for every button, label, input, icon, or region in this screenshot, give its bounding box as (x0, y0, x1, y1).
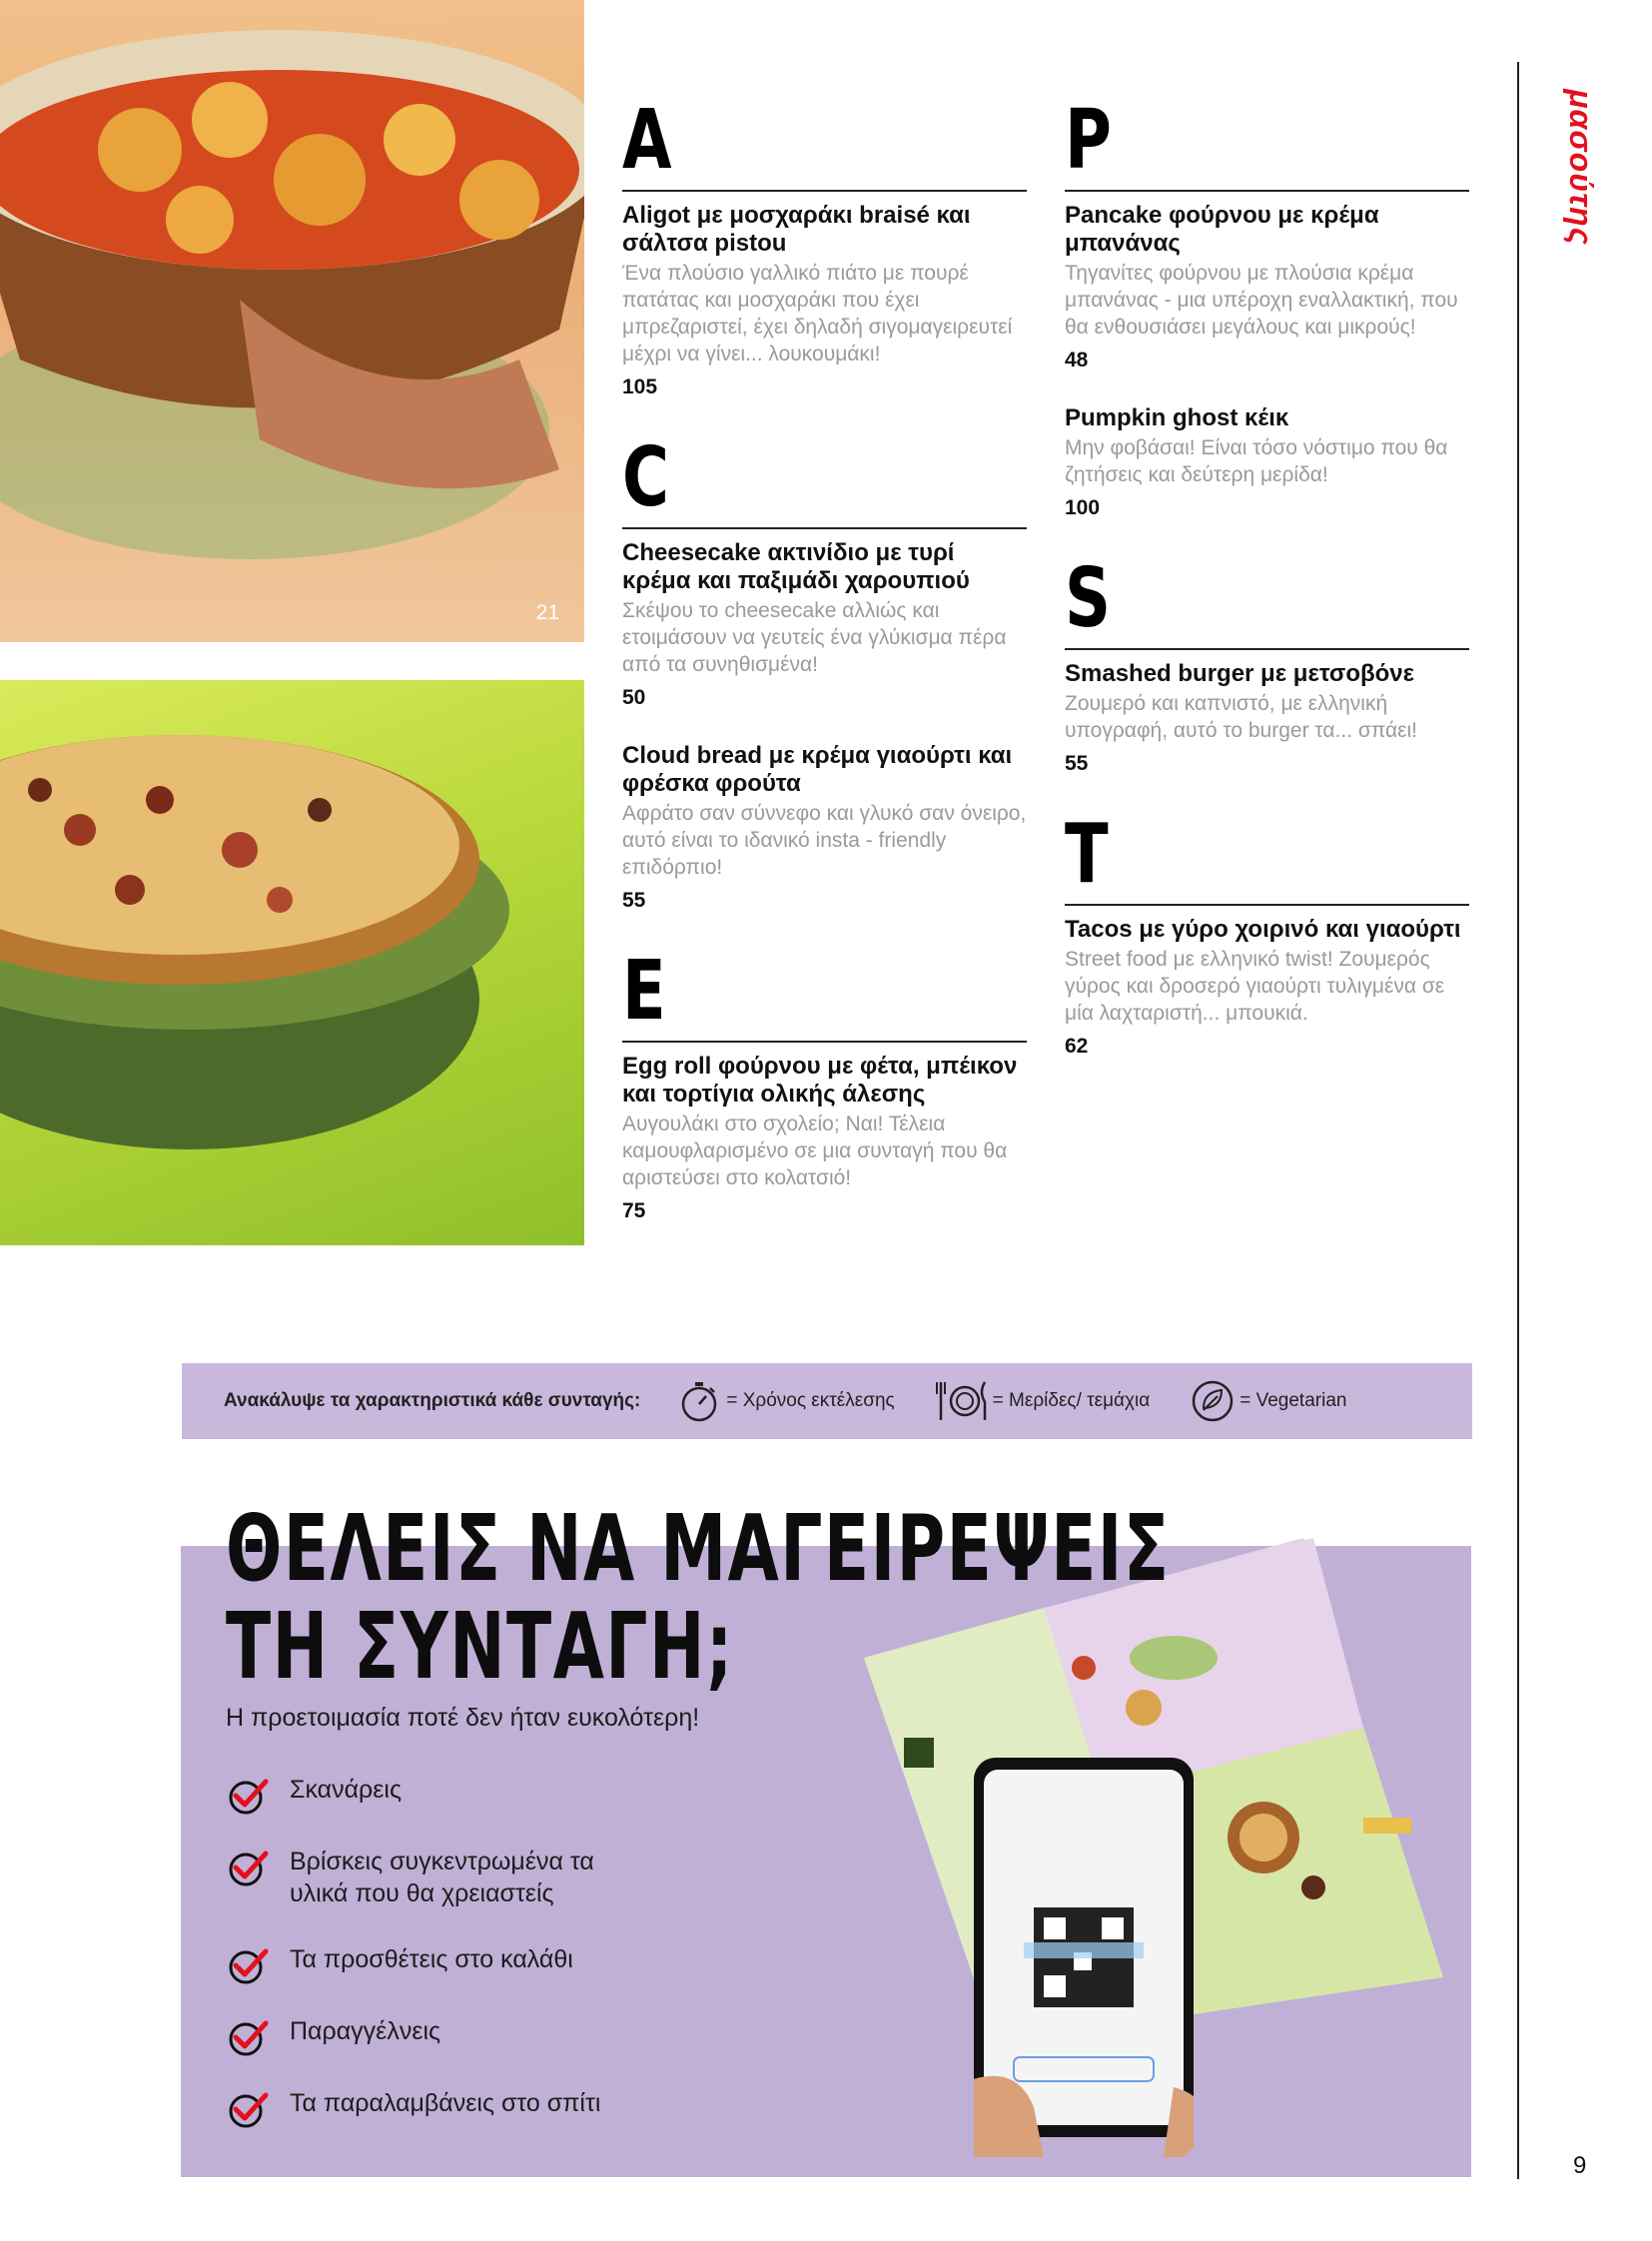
legend-lead-text: Ανακάλυψε τα χαρακτηριστικά κάθε συνταγής: (224, 1390, 641, 1411)
checkmark-circle-icon (226, 2017, 270, 2057)
index-letter-e: E (622, 944, 666, 1039)
promo-subtitle: Η προετοιμασία ποτέ δεν ήταν ευκολότερη! (226, 1704, 700, 1732)
food-photo-potatoes-bowl (0, 0, 584, 642)
index-letter-rule (622, 1041, 1027, 1043)
index-letter-rule (622, 190, 1027, 192)
recipe-title[interactable]: Pumpkin ghost κέικ (1065, 404, 1289, 431)
index-letter-p: P (1065, 93, 1112, 188)
promo-title-line-1: ΘΕΛΕΙΣ ΝΑ ΜΑΓΕΙΡΕΨΕΙΣ (226, 1495, 1171, 1602)
recipe-page-number: 75 (622, 1199, 646, 1222)
promo-title (226, 1495, 1171, 1700)
recipe-page-number: 62 (1065, 1035, 1089, 1058)
recipe-title[interactable]: Egg roll φούρνου με φέτα, μπέικον και τορτίγια ολικής άλεσης (622, 1053, 1018, 1108)
legend-label-time: = Χρόνος εκτέλεσης (726, 1390, 895, 1411)
promo-step (226, 2015, 649, 2087)
recipe-title[interactable]: Pancake φούρνου με κρέμα μπανάνας (1065, 202, 1379, 257)
recipe-entry[interactable] (622, 539, 1027, 710)
page-number: 9 (1573, 2152, 1587, 2179)
index-letter-t: T (1065, 807, 1109, 902)
promo-step-label: Τα παραλαμβάνεις στο σπίτι (290, 2089, 601, 2117)
index-letter-a: A (622, 93, 672, 188)
food-photo-quiche (0, 680, 584, 1245)
promo-step (226, 1846, 649, 1943)
recipe-entry[interactable] (1065, 916, 1469, 1059)
promo-title-line-2: ΤΗ ΣΥΝΤΑΓΗ; (226, 1593, 734, 1700)
recipe-page-number: 50 (622, 686, 646, 709)
recipe-title[interactable]: Smashed burger με μετσοβόνε (1065, 660, 1415, 687)
recipe-entry[interactable] (1065, 660, 1469, 776)
recipe-page-number: 55 (1065, 752, 1089, 775)
vertical-divider (1517, 62, 1519, 2179)
recipe-page-number: 55 (622, 889, 646, 912)
recipe-page-number: 100 (1065, 496, 1101, 519)
quiche-illustration (0, 680, 584, 1245)
legend-item-time (676, 1378, 894, 1424)
promo-step (226, 2087, 649, 2159)
leaf-icon (1190, 1378, 1236, 1424)
index-column-right (1065, 93, 1469, 1097)
recipe-entry[interactable] (622, 742, 1027, 913)
recipe-entry[interactable] (1065, 202, 1469, 373)
recipe-description: Street food με ελληνικό twist! Ζουμερός γύρος και δροσερό γιαούρτι τυλιγμένα σε μία λαχταριστή... μπουκιά. (1065, 948, 1445, 1025)
index-letter-rule (1065, 648, 1469, 650)
checkmark-circle-icon (226, 1776, 270, 1816)
recipe-description: Ένα πλούσιο γαλλικό πιάτο με πουρέ πατάτας και μοσχαράκι που έχει μπρεζαριστεί, έχει δηλαδή σιγομαγειρευτεί μέχρι να γίνει... λουκουμάκι! (622, 262, 1013, 366)
index-letter-rule (622, 527, 1027, 529)
promo-step-label: Τα προσθέτεις στο καλάθι (290, 1945, 573, 1973)
recipe-legend-bar (182, 1363, 1472, 1439)
checkmark-circle-icon (226, 2089, 270, 2129)
stopwatch-icon (676, 1378, 722, 1424)
checkmark-circle-icon (226, 1945, 270, 1985)
promo-step-label: Παραγγέλνεις (290, 2017, 441, 2045)
recipe-title[interactable]: Aligot με μοσχαράκι braisé και σάλτσα pistou (622, 202, 971, 257)
recipe-page-number: 105 (622, 375, 658, 398)
brand-logo-text: μασούτης (1562, 88, 1599, 246)
index-letter-c: C (622, 430, 669, 525)
plate-cutlery-icon (935, 1378, 989, 1424)
recipe-title[interactable]: Cloud bread με κρέμα γιαούρτι και φρέσκα φρούτα (622, 742, 1013, 797)
index-column-left (622, 93, 1027, 1261)
index-letter-rule (1065, 904, 1469, 906)
index-letter-rule (1065, 190, 1469, 192)
recipe-description: Αυγουλάκι στο σχολείο; Ναι! Τέλεια καμουφλαρισμένο σε μια συνταγή που θα αριστεύσει στο κολατσιό! (622, 1113, 1008, 1189)
checkmark-circle-icon (226, 1848, 270, 1887)
recipe-description: Τηγανίτες φούρνου με πλούσια κρέμα μπανάνας - μια υπέροχη εναλλακτική, που θα ενθουσιάσει μεγάλους και μικρούς! (1065, 262, 1458, 339)
legend-label-servings: = Μερίδες/ τεμάχια (992, 1390, 1151, 1411)
promo-step-label: Βρίσκεις συγκεντρωμένα τα υλικά που θα χρειαστείς (290, 1848, 594, 1907)
recipe-description: Μην φοβάσαι! Είναι τόσο νόστιμο που θα ζητήσεις και δεύτερη μερίδα! (1065, 436, 1448, 486)
potatoes-bowl-illustration (0, 0, 584, 642)
legend-item-vegetarian (1190, 1378, 1346, 1424)
recipe-entry[interactable] (622, 202, 1027, 399)
recipe-entry[interactable] (1065, 404, 1469, 520)
recipe-description: Ζουμερό και καπνιστό, με ελληνική υπογραφή, αυτό το burger τα... σπάει! (1065, 692, 1418, 742)
legend-item-servings (935, 1378, 1151, 1424)
recipe-title[interactable]: Cheesecake ακτινίδιο με τυρί κρέμα και παξιμάδι χαρουπιού (622, 539, 970, 594)
recipe-page-number: 48 (1065, 349, 1089, 372)
smartphone-qr-illustration (974, 1758, 1194, 2157)
brand-logo (1560, 62, 1600, 272)
promo-step (226, 1943, 649, 2015)
photo-page-ref: 21 (535, 601, 559, 624)
index-letter-s: S (1065, 551, 1112, 646)
recipe-description: Αφράτο σαν σύννεφο και γλυκό σαν όνειρο, αυτό είναι το ιδανικό insta - friendly επιδόρπιο! (622, 802, 1027, 879)
recipe-description: Σκέψου το cheesecake αλλιώς και ετοιμάσουν να γευτείς ένα γλύκισμα πέρα από τα συνηθισμένα! (622, 599, 1007, 676)
promo-steps-list (226, 1774, 649, 2159)
promo-step (226, 1774, 649, 1846)
legend-label-vegetarian: = Vegetarian (1239, 1390, 1347, 1411)
recipe-title[interactable]: Tacos με γύρο χοιρινό και γιαούρτι (1065, 916, 1461, 943)
promo-step-label: Σκανάρεις (290, 1776, 403, 1804)
recipe-entry[interactable] (622, 1053, 1027, 1223)
